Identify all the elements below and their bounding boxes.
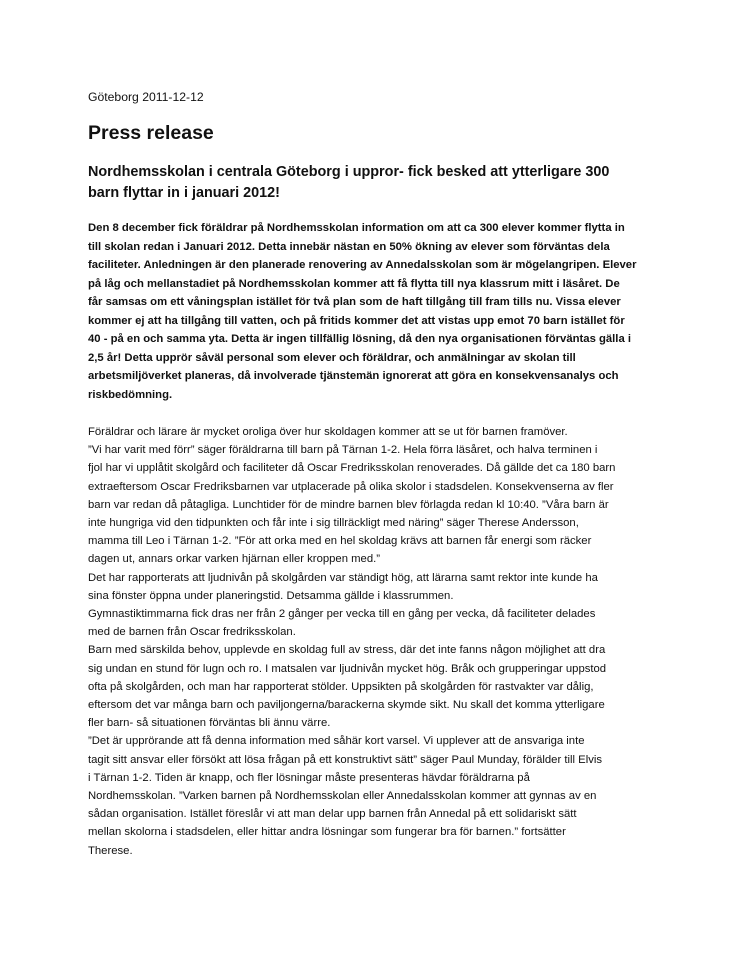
body-line: barn var redan då påtagliga. Lunchtider för de mindre barnen blev förlagda redan kl 10:40. ”Våra barn är bbox=[88, 498, 609, 511]
body-line: ”Vi har varit med förr” säger föräldrarna till barn på Tärnan 1-2. Hela förra läsåret, och halva terminen i bbox=[88, 444, 598, 457]
headline-line: Nordhemsskolan i centrala Göteborg i uppror- fick besked att ytterligare 300 bbox=[88, 164, 610, 180]
body-line: Therese. bbox=[88, 844, 133, 857]
body-text bbox=[88, 423, 658, 860]
lead-line: Den 8 december fick föräldrar på Nordhemsskolan information om att ca 300 elever kommer flytta in bbox=[88, 222, 625, 234]
body-line: mamma till Leo i Tärnan 1-2. ”För att orka med en hel skoldag krävs att barnen får energi som räcker bbox=[88, 535, 592, 548]
body-line: dagen ut, annars orkar varken hjärnan eller kroppen med.” bbox=[88, 553, 381, 566]
body-line: tagit sitt ansvar eller försökt att lösa frågan på ett konstruktivt sätt” säger Paul Munday, förälder till Elvis bbox=[88, 753, 603, 766]
lead-line: på låg och mellanstadiet på Nordhemsskolan kommer att få flytta till nya klassrum mitt i läsåret. De bbox=[88, 277, 620, 290]
headline-line: barn flyttar in i januari 2012! bbox=[88, 185, 280, 201]
body-line: sig undan en stund för lugn och ro. I matsalen var ljudnivån mycket hög. Bråk och grupperingar uppstod bbox=[88, 662, 607, 675]
lead-line: 40 - på en och samma yta. Detta är ingen tillfällig lösning, då den nya organisationen förväntas gälla i bbox=[88, 333, 632, 345]
lead-line: riskbedömning. bbox=[88, 388, 173, 401]
body-line: Gymnastiktimmarna fick dras ner från 2 gånger per vecka till en gång per vecka, då faciliteter delades bbox=[88, 608, 596, 621]
body-line: mellan skolorna i stadsdelen, eller hittar andra lösningar som fungerar bra för barnen.” fortsätter bbox=[88, 826, 566, 839]
body-line: Barn med särskilda behov, upplevde en skoldag full av stress, där det inte fanns någon möjlighet att dra bbox=[88, 644, 606, 657]
body-line: eftersom det var många barn och paviljongerna/barackerna skymde sikt. Nu skall det komma ytterligare bbox=[88, 699, 605, 712]
body-line: extraeftersom Oscar Fredriksbarnen var utplacerade på olika skolor i stadsdelen. Konsekvenserna av fler bbox=[88, 480, 614, 493]
lead-line: faciliteter. Anledningen är den planerade renovering av Annedalsskolan som är mögelangripen. Elever bbox=[88, 259, 637, 271]
body-line: Det har rapporterats att ljudnivån på skolgården var ständigt hög, att lärarna samt rektor inte kunde ha bbox=[88, 571, 598, 584]
document-date: Göteborg 2011-12-12 bbox=[88, 90, 204, 104]
body-line: Föräldrar och lärare är mycket oroliga över hur skoldagen kommer att se ut för barnen framöver. bbox=[88, 426, 568, 438]
body-line: ”Det är upprörande att få denna information med såhär kort varsel. Vi upplever att de ansvariga inte bbox=[88, 735, 585, 748]
body-line: fjol har vi upplåtit skolgård och faciliteter då Oscar Fredriksskolan renoverades. Då gällde det ca 180 barn bbox=[88, 462, 616, 475]
lead-line: arbetsmiljöverket planeras, då involverade tjänstemän ignorerat att göra en konsekvensanalys och bbox=[88, 370, 619, 382]
body-line: inte hungriga vid den tidpunkten och får inte i sig tillräckligt med näring” säger Therese Andersson, bbox=[88, 517, 579, 530]
lead-paragraph bbox=[88, 219, 658, 404]
lead-line: till skolan redan i Januari 2012. Detta innebär nästan en 50% ökning av elever som förväntas dela bbox=[88, 240, 610, 253]
document-title: Press release bbox=[88, 122, 214, 144]
body-line: i Tärnan 1-2. Tiden är knapp, och fler lösningar måste presenteras hävdar föräldrarna på bbox=[88, 771, 530, 784]
body-line: sådan organisation. Istället föreslår vi att man delar upp barnen från Annedal på ett solidariskt sätt bbox=[88, 808, 577, 821]
lead-line: 2,5 år! Detta upprör såväl personal som elever och föräldrar, och anmälningar av skolan till bbox=[88, 351, 576, 364]
lead-line: kommer ej att ha tillgång till vatten, och på fritids kommer det att vistas upp emot 70 barn istället för bbox=[88, 314, 625, 327]
body-line: med de barnen från Oscar fredriksskolan. bbox=[88, 626, 296, 639]
document-headline bbox=[88, 162, 658, 204]
body-line: sina fönster öppna under planeringstid. Detsamma gällde i klassrummen. bbox=[88, 589, 454, 602]
lead-line: får samsas om ett våningsplan istället för två plan som de haft tillgång till fram tills nu. Vissa elever bbox=[88, 296, 621, 308]
body-line: ofta på skolgården, och man har rapporterat stölder. Uppsikten på skolgården för rastvakter var dålig, bbox=[88, 680, 594, 693]
body-line: Nordhemsskolan. ”Varken barnen på Nordhemsskolan eller Annedalsskolan kommer att gynnas av en bbox=[88, 790, 597, 803]
body-line: fler barn- så situationen förväntas bli ännu värre. bbox=[88, 717, 331, 730]
